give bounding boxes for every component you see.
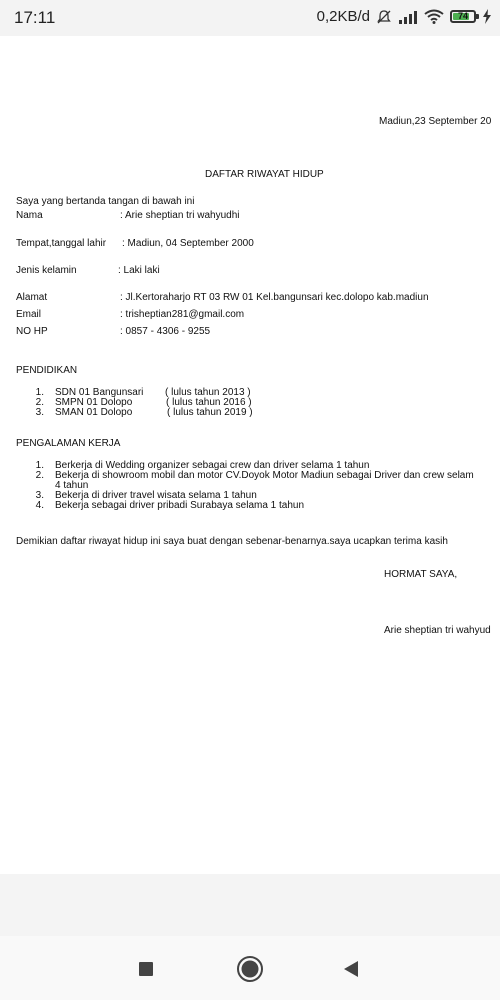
field-label-name: Nama [16, 210, 43, 221]
field-label-phone: NO HP [16, 326, 48, 337]
status-time: 17:11 [14, 8, 56, 27]
page-bottom-area [0, 874, 500, 936]
signal-icon [398, 10, 418, 24]
experience-text-continued: 4 tahun [55, 480, 89, 491]
charging-icon [482, 9, 492, 24]
experience-text: Bekerja di showroom mobil dan motor CV.Doyok Motor Madiun sebagai Driver dan crew selam [55, 470, 474, 481]
battery-level: 74 [457, 11, 468, 21]
experience-list [30, 460, 474, 511]
recents-square-icon [138, 961, 154, 977]
document-page [0, 36, 500, 874]
item-number: 4. [35, 500, 44, 511]
field-label-address: Alamat [16, 292, 48, 303]
closing-text: Demikian daftar riwayat hidup ini saya buat dengan sebenar-benarnya.saya ucapkan terima kasih [16, 536, 448, 547]
item-number: 2. [35, 397, 44, 408]
signature-name: Arie sheptian tri wahyud [384, 625, 491, 636]
school-name: SMPN 01 Dolopo [55, 397, 133, 408]
field-label-email: Email [16, 309, 42, 320]
item-number: 1. [35, 387, 44, 398]
recents-button[interactable] [131, 954, 161, 984]
graduation-year: ( lulus tahun 2019 ) [167, 407, 253, 418]
list-item [30, 407, 253, 418]
item-number: 3. [35, 407, 44, 418]
battery-icon [450, 10, 476, 23]
experience-text: Bekerja sebagai driver pribadi Surabaya selama 1 tahun [55, 500, 305, 511]
navigation-bar [0, 936, 500, 1000]
field-value-birth: : Madiun, 04 September 2000 [122, 238, 254, 249]
item-number: 3. [35, 490, 44, 501]
mute-icon [376, 9, 392, 25]
field-value-phone: : 0857 - 4306 - 9255 [120, 326, 211, 337]
field-value-email: : trisheptian281@gmail.com [120, 309, 245, 320]
back-button[interactable] [336, 954, 366, 984]
status-icons [317, 8, 492, 25]
field-value-gender: : Laki laki [118, 265, 160, 276]
data-speed: 0,2KB/d [316, 8, 370, 25]
status-bar [0, 0, 500, 36]
field-label-birth: Tempat,tanggal lahir [16, 238, 107, 249]
home-button[interactable] [235, 954, 265, 984]
education-list [30, 387, 253, 418]
experience-text: Bekerja di driver travel wisata selama 1 tahun [55, 490, 257, 501]
intro-text: Saya yang bertanda tangan di bawah ini [16, 196, 195, 207]
list-item [30, 500, 305, 511]
field-label-gender: Jenis kelamin [16, 265, 77, 276]
item-number: 1. [35, 460, 44, 471]
item-number: 2. [35, 470, 44, 481]
education-heading: PENDIDIKAN [16, 365, 78, 376]
regards-text: HORMAT SAYA, [384, 569, 458, 580]
place-date: Madiun,23 September 20 [379, 116, 492, 127]
document-title: DAFTAR RIWAYAT HIDUP [205, 169, 324, 180]
school-name: SMAN 01 Dolopo [55, 407, 133, 418]
field-value-name: : Arie sheptian tri wahyudhi [120, 210, 240, 221]
home-circle-icon [236, 955, 264, 983]
experience-text: Berkerja di Wedding organizer sebagai crew dan driver selama 1 tahun [55, 460, 370, 471]
field-value-address: : Jl.Kertoraharjo RT 03 RW 01 Kel.bangunsari kec.dolopo kab.madiun [120, 292, 429, 303]
school-name: SDN 01 Bangunsari [55, 387, 144, 398]
graduation-year: ( lulus tahun 2016 ) [166, 397, 252, 408]
experience-heading: PENGALAMAN KERJA [16, 438, 121, 449]
back-triangle-icon [342, 960, 360, 978]
graduation-year: ( lulus tahun 2013 ) [165, 387, 251, 398]
wifi-icon [424, 9, 444, 24]
